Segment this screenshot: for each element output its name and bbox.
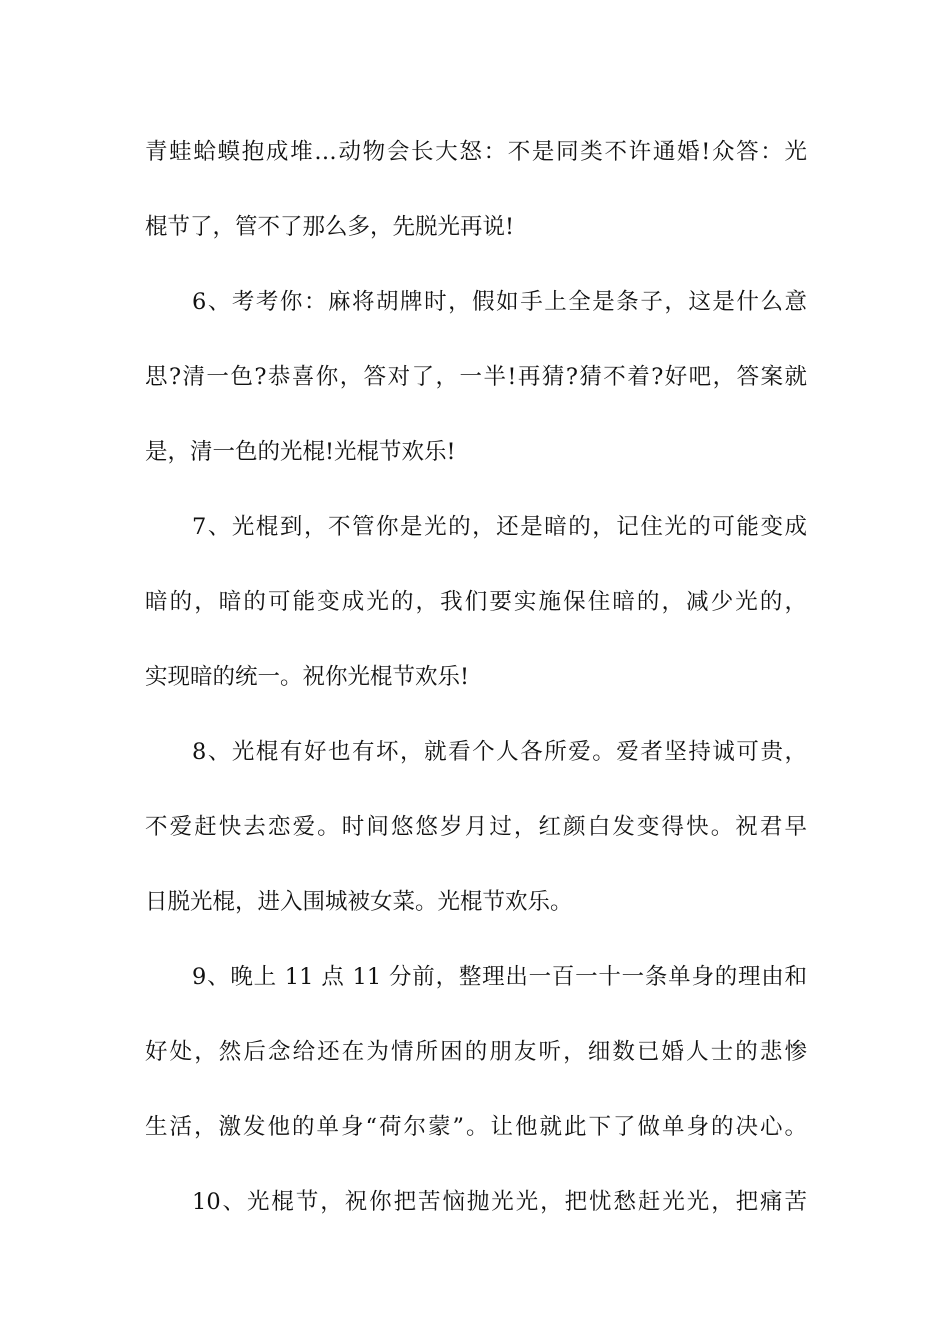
paragraph-9-start: 9、晚上 11 点 11 分前，整理出一百一十一条单身的理由和 [192, 964, 807, 990]
text-line: 生活，激发他的单身“荷尔蒙”。让他就此下了做单身的决心。 [145, 1114, 807, 1140]
text-line: 青蛙蛤蟆抱成堆…动物会长大怒：不是同类不许通婚!众答：光 [145, 139, 807, 165]
text-line: 是，清一色的光棍!光棍节欢乐! [145, 439, 456, 465]
text-line: 不爱赶快去恋爱。时间悠悠岁月过，红颜白发变得快。祝君早 [145, 814, 807, 840]
text-line: 棍节了，管不了那么多，先脱光再说! [145, 214, 515, 240]
text-line: 暗的，暗的可能变成光的，我们要实施保住暗的，减少光的， [145, 589, 807, 615]
text-line: 好处，然后念给还在为情所困的朋友听，细数已婚人士的悲惨 [145, 1039, 807, 1065]
paragraph-8-start: 8、光棍有好也有坏，就看个人各所爱。爱者坚持诚可贵， [192, 739, 807, 765]
text-line: 思?清一色?恭喜你，答对了，一半!再猜?猜不着?好吧，答案就 [145, 364, 807, 390]
text-line: 实现暗的统一。祝你光棍节欢乐! [145, 664, 470, 690]
paragraph-6-start: 6、考考你：麻将胡牌时，假如手上全是条子，这是什么意 [192, 289, 807, 315]
paragraph-10-start: 10、光棍节，祝你把苦恼抛光光，把忧愁赶光光，把痛苦 [192, 1189, 807, 1215]
paragraph-7-start: 7、光棍到，不管你是光的，还是暗的，记住光的可能变成 [192, 514, 807, 540]
text-line: 日脱光棍，进入围城被女菜。光棍节欢乐。 [145, 889, 573, 915]
